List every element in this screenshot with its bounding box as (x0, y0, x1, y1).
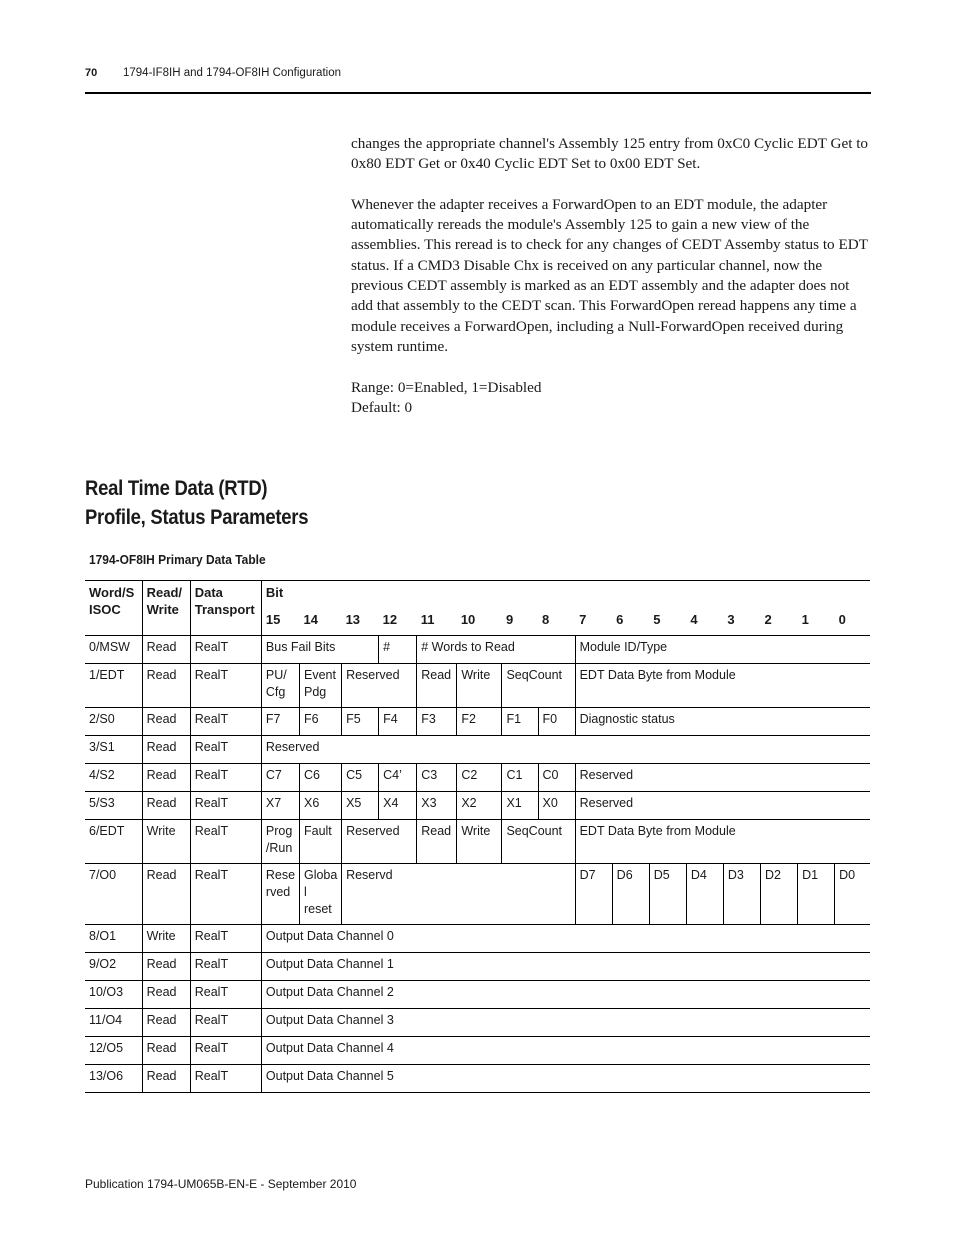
table-row: 0/MSW Read RealT Bus Fail Bits # # Words to Read Module ID/Type (85, 636, 870, 664)
table-row: 13/O6 Read RealT Output Data Channel 5 (85, 1065, 870, 1093)
bit-header: 5 (653, 612, 661, 627)
table-row: 5/S3 Read RealT X7 X6 X5 X4 X3 X2 X1 X0 Reserved (85, 792, 870, 820)
table-row: 6/EDT Write RealT Prog /Run Fault Reserved Read Write SeqCount EDT Data Byte from Module (85, 820, 870, 864)
body-text (351, 134, 873, 418)
table-row: 4/S2 Read RealT C7 C6 C5 C4’ C3 C2 C1 C0 Reserved (85, 764, 870, 792)
table-row: 7/O0 Read RealT Rese rved Globa l reset Reservd D7 D6 D5 D4 D3 D2 D1 D0 (85, 864, 870, 925)
bit-header: 1 (801, 612, 809, 627)
bit-header: 0 (838, 612, 846, 627)
page-header (85, 66, 871, 94)
table-row: 9/O2 Read RealT Output Data Channel 1 (85, 953, 870, 981)
page-footer: Publication 1794-UM065B-EN-E - September 2010 (85, 1177, 357, 1191)
bit-header: 6 (616, 612, 624, 627)
bit-header: 14 (303, 612, 318, 627)
default-text: Default: 0 (351, 398, 413, 416)
bit-header: 10 (460, 612, 476, 627)
bit-header: 3 (727, 612, 735, 627)
page-number: 70 (85, 67, 98, 79)
bit-header: 15 (261, 608, 299, 636)
bit-header: 4 (690, 612, 698, 627)
paragraph: Whenever the adapter receives a ForwardOpen to an EDT module, the adapter automatically rereads the module's Assembly 125 to gain a new view of the assemblies. This reread is to check for any changes of CEDT Assemby status to EDT status. If a CMD3 Disable Chx is received on any particular channel, now the previous CEDT assembly is marked as an EDT assembly and the adapter does not add that assembly to the CEDT scan. This ForwardOpen reread happens any time a module receives a ForwardOpen, including a Null-ForwardOpen received during system runtime. (351, 195, 868, 355)
table-row: 8/O1 Write RealT Output Data Channel 0 (85, 925, 870, 953)
table-row: 12/O5 Read RealT Output Data Channel 4 (85, 1037, 870, 1065)
range-text: Range: 0=Enabled, 1=Disabled (351, 378, 542, 396)
table-row: 2/S0 Read RealT F7 F6 F5 F4 F3 F2 F1 F0 Diagnostic status (85, 708, 870, 736)
section-title: Real Time Data (RTD) Profile, Status Parameters (85, 477, 309, 529)
table-row: 10/O3 Read RealT Output Data Channel 2 (85, 981, 870, 1009)
table-row: 11/O4 Read RealT Output Data Channel 3 (85, 1009, 870, 1037)
primary-data-table (85, 580, 870, 1093)
table-row: 3/S1 Read RealT Reserved (85, 736, 870, 764)
header-bit: Bit (261, 581, 870, 609)
bit-header: 8 (542, 612, 550, 627)
bit-header: 7 (579, 612, 587, 627)
table-row: 1/EDT Read RealT PU/ Cfg Event Pdg Reserved Read Write SeqCount EDT Data Byte from Module (85, 664, 870, 708)
table-title: 1794-OF8IH Primary Data Table (89, 552, 266, 567)
bit-header: 11 (420, 612, 435, 627)
bit-header: 2 (764, 612, 772, 627)
bit-header: 9 (505, 612, 514, 627)
header-title: 1794-IF8IH and 1794-OF8IH Configuration (123, 67, 341, 79)
bit-header: 12 (382, 612, 398, 627)
header-word: Word/S ISOC (89, 585, 135, 617)
bit-header: 13 (345, 612, 361, 627)
header-data-transport: Data Transport (190, 581, 261, 636)
paragraph: changes the appropriate channel's Assembly 125 entry from 0xC0 Cyclic EDT Get to 0x80 EDT Get or 0x40 Cyclic EDT Set to 0x00 EDT Set. (351, 135, 869, 173)
header-read-write: Read/ Write (142, 581, 190, 636)
